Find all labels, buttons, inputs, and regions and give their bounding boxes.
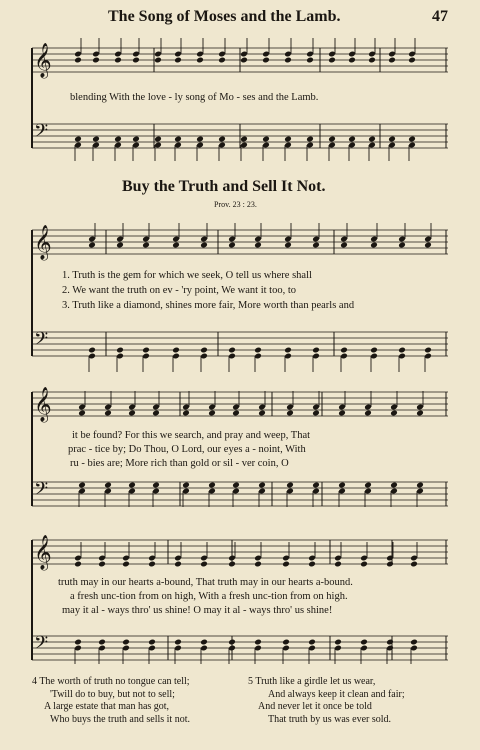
note-head <box>228 639 236 646</box>
note-head <box>182 410 190 417</box>
bass-clef-icon: 𝄢 <box>34 479 49 504</box>
note-head <box>74 136 82 143</box>
note-head <box>348 57 356 64</box>
note-head <box>286 482 294 489</box>
note-head <box>148 561 156 568</box>
note-head <box>284 136 292 143</box>
note-head <box>312 242 320 249</box>
note-head <box>92 136 100 143</box>
note-head <box>78 410 86 417</box>
treble-clef-icon: 𝄞 <box>34 387 52 422</box>
note-head <box>114 57 122 64</box>
note-head <box>232 410 240 417</box>
scripture-reference: Prov. 23 : 23. <box>214 200 257 209</box>
note-head <box>240 57 248 64</box>
note-head <box>200 639 208 646</box>
note-head <box>398 242 406 249</box>
note-head <box>88 347 96 354</box>
note-head <box>98 639 106 646</box>
note-head <box>424 347 432 354</box>
lyric-line: it be found? For this we search, and pray and weep, That <box>72 430 311 441</box>
note-head <box>232 482 240 489</box>
stanza-line: 'Twill do to buy, but not to sell; <box>50 688 175 700</box>
note-head <box>104 482 112 489</box>
note-head <box>368 57 376 64</box>
note-head <box>254 347 262 354</box>
stanza-5 <box>248 676 405 726</box>
lyric-line: 2. We want the truth on ev - 'ry point, We want it too, to <box>62 285 296 296</box>
note-head <box>208 410 216 417</box>
note-head <box>122 639 130 646</box>
note-head <box>312 410 320 417</box>
note-head <box>328 136 336 143</box>
note-head <box>114 136 122 143</box>
stanza-line: A large estate that man has got, <box>44 701 170 712</box>
note-head <box>312 482 320 489</box>
stanza-line: Who buys the truth and sells it not. <box>50 713 190 725</box>
note-head <box>390 482 398 489</box>
note-head <box>348 136 356 143</box>
previous-hymn-title: The Song of Moses and the Lamb. <box>108 8 341 25</box>
note-head <box>360 639 368 646</box>
lyric-line: truth may in our hearts a-bound, That truth may in our hearts a-bound. <box>58 577 353 588</box>
note-head <box>262 57 270 64</box>
note-head <box>98 561 106 568</box>
bass-clef-icon: 𝄢 <box>34 329 49 354</box>
note-head <box>364 410 372 417</box>
note-head <box>132 57 140 64</box>
note-head <box>282 639 290 646</box>
note-head <box>424 242 432 249</box>
note-head <box>364 482 372 489</box>
treble-clef-icon: 𝄞 <box>34 535 52 570</box>
note-head <box>152 410 160 417</box>
note-head <box>200 561 208 568</box>
note-head <box>174 136 182 143</box>
note-head <box>360 561 368 568</box>
note-head <box>208 482 216 489</box>
note-head <box>340 242 348 249</box>
note-head <box>386 561 394 568</box>
note-head <box>284 347 292 354</box>
note-head <box>416 410 424 417</box>
note-head <box>254 242 262 249</box>
note-head <box>388 136 396 143</box>
lyric-line: 1. Truth is the gem for which we seek, O tell us where shall <box>62 270 312 281</box>
note-head <box>338 482 346 489</box>
bass-clef-icon: 𝄢 <box>34 121 49 146</box>
note-head <box>370 347 378 354</box>
stanza-line: And always keep it clean and fair; <box>268 688 405 700</box>
stanza-line: 5 Truth like a girdle let us wear, <box>248 676 376 687</box>
note-head <box>92 57 100 64</box>
note-head <box>254 639 262 646</box>
note-head <box>132 136 140 143</box>
note-head <box>254 561 262 568</box>
stanza-line: That truth by us was ever sold. <box>268 713 392 725</box>
lyric-line: 3. Truth like a diamond, shines more fair, More worth than pearls and <box>62 300 355 311</box>
note-head <box>128 410 136 417</box>
note-head <box>410 561 418 568</box>
note-head <box>154 136 162 143</box>
note-head <box>284 242 292 249</box>
note-head <box>306 57 314 64</box>
note-head <box>228 242 236 249</box>
note-head <box>74 639 82 646</box>
note-head <box>370 242 378 249</box>
note-head <box>388 57 396 64</box>
note-head <box>104 410 112 417</box>
lyric-line: a fresh unc-tion from on high, With a fresh unc-tion from on high. <box>70 591 348 602</box>
lyric-line: ru - bies are; More rich than gold or sil - ver coin, O <box>70 458 289 469</box>
note-head <box>284 57 292 64</box>
note-head <box>148 639 156 646</box>
lyric-line: may it al - ways thro' us shine! O may it al - ways thro' us shine! <box>62 605 333 616</box>
note-head <box>258 482 266 489</box>
note-head <box>258 410 266 417</box>
note-head <box>142 347 150 354</box>
note-head <box>408 57 416 64</box>
note-head <box>408 136 416 143</box>
note-head <box>128 482 136 489</box>
note-head <box>88 242 96 249</box>
note-head <box>174 561 182 568</box>
stanza-line: 4 The worth of truth no tongue can tell; <box>32 676 190 687</box>
note-head <box>262 136 270 143</box>
treble-clef-icon: 𝄞 <box>34 43 52 78</box>
note-head <box>74 57 82 64</box>
stanza-4 <box>32 676 190 726</box>
note-head <box>174 57 182 64</box>
note-head <box>172 242 180 249</box>
note-head <box>334 639 342 646</box>
lyric-line: prac - tice by; Do Thou, O Lord, our eyes a - noint, With <box>68 444 306 455</box>
note-head <box>174 639 182 646</box>
note-head <box>308 561 316 568</box>
note-head <box>228 561 236 568</box>
note-head <box>410 639 418 646</box>
note-head <box>340 347 348 354</box>
note-head <box>390 410 398 417</box>
note-head <box>282 561 290 568</box>
note-head <box>416 482 424 489</box>
note-head <box>218 57 226 64</box>
note-head <box>286 410 294 417</box>
note-head <box>78 482 86 489</box>
note-head <box>152 482 160 489</box>
note-head <box>386 639 394 646</box>
note-head <box>240 136 248 143</box>
note-head <box>306 136 314 143</box>
note-head <box>312 347 320 354</box>
note-head <box>200 242 208 249</box>
note-head <box>200 347 208 354</box>
note-head <box>328 57 336 64</box>
note-head <box>116 242 124 249</box>
note-head <box>228 347 236 354</box>
note-head <box>196 57 204 64</box>
note-head <box>172 347 180 354</box>
page-number: 47 <box>432 8 448 25</box>
header-lyric-line: blending With the love - ly song of Mo - ses and the Lamb. <box>70 92 319 103</box>
note-head <box>182 482 190 489</box>
note-head <box>338 410 346 417</box>
note-head <box>308 639 316 646</box>
note-head <box>154 57 162 64</box>
treble-clef-icon: 𝄞 <box>34 225 52 260</box>
note-head <box>74 561 82 568</box>
note-head <box>218 136 226 143</box>
note-head <box>368 136 376 143</box>
bass-clef-icon: 𝄢 <box>34 633 49 658</box>
note-head <box>334 561 342 568</box>
note-head <box>122 561 130 568</box>
note-head <box>142 242 150 249</box>
stanza-line: And never let it once be told <box>258 701 372 712</box>
note-head <box>398 347 406 354</box>
note-head <box>196 136 204 143</box>
hymn-title: Buy the Truth and Sell It Not. <box>122 178 326 195</box>
note-head <box>116 347 124 354</box>
